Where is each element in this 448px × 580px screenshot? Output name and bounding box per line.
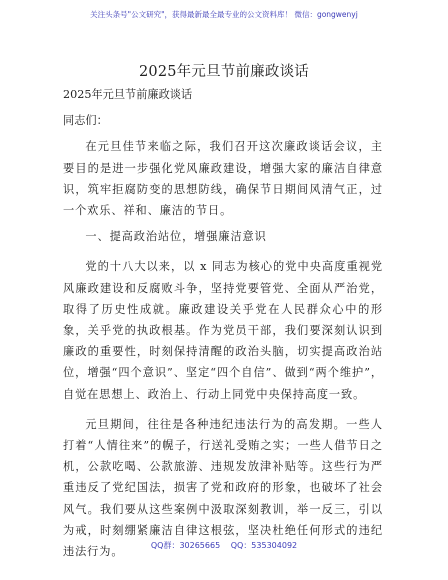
salutation: 同志们： [63,114,108,128]
footer-qq-group: QQ群：30265665 [150,541,221,550]
document-body [63,84,383,562]
document-subtitle: 2025年元旦节前廉政谈话 [63,88,193,101]
paragraph-1: 党的十八大以来，以 x 同志为核心的党中央高度重视党风廉政建设和反腐败斗争，坚持党要管党、全面从严治党，取得了历史性成就。廉政建设关乎党在人民群众心中的形象，关乎党的执政根基。作为党员干部，我们要深刻认识到廉政的重要性，时刻保持清醒的政治头脑，切实提高政治站位，增强“四个意识”、坚定“四个自信”、做到“两个维护”，自觉在思想上、政治上、行动上同党中央保持高度一致。 [63,260,383,401]
section-heading-1: 一、提高政治站位，增强廉洁意识 [85,230,267,244]
header-promo-note: 关注头条号"公文研究"，获得最新最全最专业的公文资料库！ 微信：gongwenyj [90,10,358,19]
intro-paragraph: 在元旦佳节来临之际，我们召开这次廉政谈话会议，主要目的是进一步强化党风廉政建设，增强大家的廉洁自律意识，筑牢拒腐防变的思想防线，确保节日期间风清气正，过一个欢乐、祥和、廉洁的节日。 [63,140,383,218]
paragraph-2: 元旦期间，往往是各种违纪违法行为的高发期。一些人打着“人情往来”的幌子，行送礼受贿之实；一些人借节日之机，公款吃喝、公款旅游、违规发放津补贴等。这些行为严重违反了党纪国法，损害了党和政府的形象，也破坏了社会风气。我们要从这些案例中汲取深刻教训，举一反三，引以为戒，时刻绷紧廉洁自律这根弦，坚决杜绝任何形式的违纪违法行为。 [63,417,383,559]
footer-contact [0,540,448,551]
footer-qq: QQ：535304092 [230,541,298,550]
document-title: 2025年元旦节前廉政谈话 [138,64,309,80]
